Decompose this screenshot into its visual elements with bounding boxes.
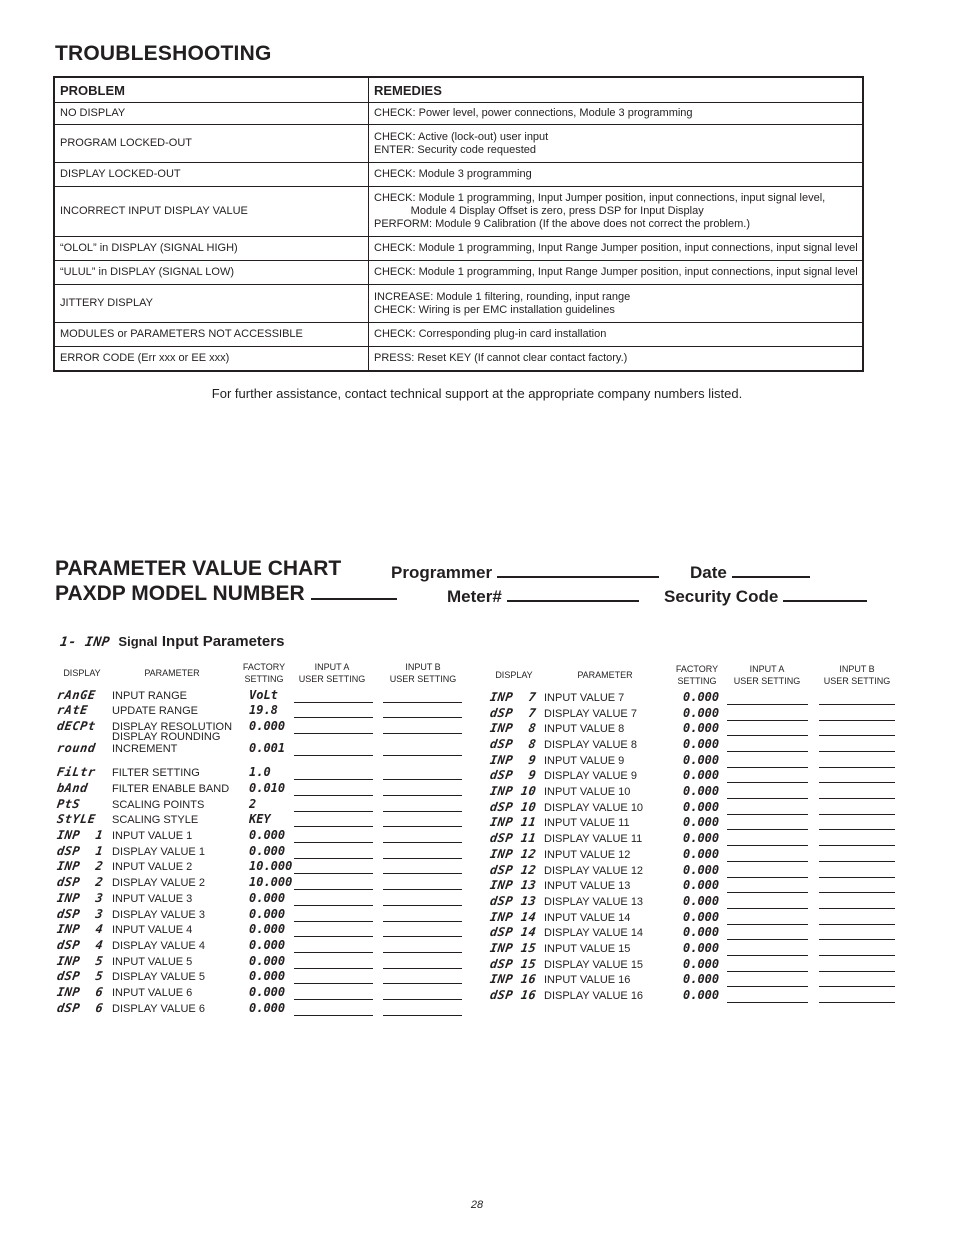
display-code: bAnd	[56, 781, 89, 795]
parameter-name-line2: INCREMENT	[112, 743, 178, 755]
remedies-cell	[369, 261, 864, 285]
input-a-user-setting[interactable]	[727, 766, 808, 768]
parameter-name: DISPLAY VALUE 15	[544, 959, 644, 971]
parameter-name: DISPLAY VALUE 12	[544, 865, 644, 877]
input-b-user-setting[interactable]	[819, 970, 895, 972]
display-code: dECPt	[56, 719, 97, 733]
parameter-name: DISPLAY ROUNDING	[112, 731, 221, 743]
input-a-user-setting[interactable]	[727, 907, 808, 909]
input-a-user-setting[interactable]	[294, 732, 373, 734]
input-b-user-setting[interactable]	[819, 813, 895, 815]
problem-cell: ERROR CODE (Err xxx or EE xxx)	[54, 347, 369, 371]
input-b-user-setting[interactable]	[383, 967, 462, 969]
input-a-user-setting[interactable]	[727, 891, 808, 893]
input-b-user-setting[interactable]	[383, 810, 462, 812]
parameter-name: DISPLAY VALUE 11	[544, 833, 643, 845]
display-code: dSP 2	[56, 875, 105, 889]
factory-setting: 0.000	[683, 737, 720, 751]
input-b-user-setting[interactable]	[383, 888, 462, 890]
factory-setting: 0.000	[249, 828, 286, 842]
input-b-user-setting[interactable]	[383, 701, 462, 703]
factory-setting: 0.000	[683, 800, 720, 814]
input-a-user-setting[interactable]	[294, 701, 373, 703]
parameter-name: INPUT VALUE 1	[112, 830, 193, 842]
input-a-user-setting[interactable]	[727, 970, 808, 972]
display-code: dSP 14	[489, 925, 538, 939]
input-a-user-setting[interactable]	[727, 828, 808, 830]
input-b-user-setting[interactable]	[819, 750, 895, 752]
display-code: INP 7	[489, 690, 538, 704]
factory-setting: 0.000	[683, 941, 720, 955]
remedy-line: PERFORM: Module 9 Calibration (If the above does not correct the problem.)	[374, 218, 751, 230]
remedy-line: INCREASE: Module 1 filtering, rounding, input range	[374, 290, 631, 303]
table-row	[54, 187, 863, 237]
remedy-line: PRESS: Reset KEY (If cannot clear contact factory.)	[374, 351, 628, 364]
display-code: dSP 16	[489, 988, 538, 1002]
parameter-name: DISPLAY VALUE 13	[544, 896, 644, 908]
input-b-user-setting[interactable]	[383, 732, 462, 734]
parameter-name: INPUT VALUE 14	[544, 912, 631, 924]
factory-setting: 0.000	[683, 784, 720, 798]
input-b-user-setting[interactable]	[819, 766, 895, 768]
column-header-problem: PROBLEM	[54, 77, 369, 103]
display-code: INP 15	[489, 941, 538, 955]
display-code: dSP 8	[489, 737, 538, 751]
display-code: INP 4	[56, 922, 105, 936]
factory-setting: VoLt	[249, 688, 278, 702]
problem-cell: “OLOL” in DISPLAY (SIGNAL HIGH)	[54, 237, 369, 261]
parameter-name: DISPLAY VALUE 7	[544, 708, 637, 720]
display-code: INP 11	[489, 815, 538, 829]
input-b-user-setting[interactable]	[383, 716, 462, 718]
remedies-cell	[369, 347, 864, 371]
input-a-user-setting[interactable]	[727, 813, 808, 815]
model-number-field[interactable]	[55, 582, 397, 606]
display-code: dSP 3	[56, 907, 105, 921]
input-b-user-setting[interactable]	[383, 841, 462, 843]
input-a-user-setting[interactable]	[727, 797, 808, 799]
input-a-user-setting[interactable]	[294, 904, 373, 906]
input-a-user-setting[interactable]	[727, 860, 808, 862]
display-code: INP 3	[56, 891, 105, 905]
remedy-line: CHECK: Module 3 programming	[374, 168, 532, 180]
display-code: dSP 12	[489, 863, 538, 877]
factory-setting: 0.000	[683, 768, 720, 782]
section-title	[60, 633, 284, 651]
input-b-user-setting[interactable]	[383, 778, 462, 780]
display-code: INP 12	[489, 847, 538, 861]
page-number: 28	[470, 1199, 484, 1211]
remedies-cell	[369, 285, 864, 323]
remedies-cell	[369, 163, 864, 187]
factory-setting: 0.000	[683, 972, 720, 986]
input-b-user-setting[interactable]	[383, 920, 462, 922]
input-b-user-setting[interactable]	[819, 781, 895, 783]
factory-setting: 0.000	[249, 719, 286, 733]
display-code: INP 6	[56, 985, 105, 999]
parameter-chart-title: PARAMETER VALUE CHART	[55, 557, 342, 580]
input-a-user-setting[interactable]	[294, 935, 373, 937]
parameter-name: DISPLAY VALUE 6	[112, 1003, 205, 1015]
input-b-user-setting[interactable]	[819, 985, 895, 987]
factory-setting: 0.000	[683, 957, 720, 971]
input-a-user-setting[interactable]	[294, 951, 373, 953]
factory-setting: 0.000	[249, 938, 286, 952]
input-a-user-setting[interactable]	[294, 841, 373, 843]
table-row	[54, 323, 863, 347]
factory-setting: 0.000	[683, 910, 720, 924]
programmer-label: Programmer	[391, 563, 493, 582]
display-code: round	[56, 741, 97, 755]
display-code: FiLtr	[56, 765, 97, 779]
parameter-name: DISPLAY RESOLUTION	[112, 721, 233, 733]
display-code: rAnGE	[56, 688, 97, 702]
date-field[interactable]	[690, 562, 810, 583]
parameter-name: INPUT VALUE 5	[112, 956, 193, 968]
input-a-user-setting[interactable]	[294, 1014, 373, 1016]
parameter-name: INPUT VALUE 3	[112, 893, 193, 905]
left-header-input-a: INPUT A USER SETTING	[298, 662, 366, 684]
parameter-name: FILTER SETTING	[112, 767, 200, 779]
input-b-user-setting[interactable]	[819, 734, 895, 736]
display-code: INP 16	[489, 972, 538, 986]
date-label: Date	[690, 563, 727, 582]
input-b-user-setting[interactable]	[383, 998, 462, 1000]
factory-setting: 0.000	[683, 847, 720, 861]
display-code: dSP 4	[56, 938, 105, 952]
parameter-name: INPUT VALUE 4	[112, 924, 193, 936]
factory-setting: 0.001	[249, 741, 286, 755]
left-header-parameter: PARAMETER	[144, 668, 200, 678]
problem-cell: PROGRAM LOCKED-OUT	[54, 125, 369, 163]
display-code: dSP 1	[56, 844, 105, 858]
input-a-user-setting[interactable]	[294, 872, 373, 874]
left-header-factory: FACTORY SETTING	[242, 662, 286, 684]
factory-setting: 0.000	[683, 721, 720, 735]
remedy-line: CHECK: Power level, power connections, Module 3 programming	[374, 107, 693, 119]
remedy-line: CHECK: Module 1 programming, Input Range Jumper position, input connections, input signal level	[374, 266, 858, 278]
parameter-name: DISPLAY VALUE 3	[112, 909, 205, 921]
column-header-remedies: REMEDIES	[369, 77, 864, 103]
remedy-line: CHECK: Active (lock-out) user input	[374, 130, 549, 143]
remedy-line: CHECK: Module 1 programming, Input Jumper position, input connections, input signal level,	[374, 192, 826, 204]
input-b-user-setting[interactable]	[383, 1014, 462, 1016]
table-row	[54, 261, 863, 285]
input-a-user-setting[interactable]	[294, 778, 373, 780]
input-a-user-setting[interactable]	[294, 794, 373, 796]
display-code: PtS	[56, 797, 82, 811]
input-a-user-setting[interactable]	[294, 810, 373, 812]
remedies-cell	[369, 103, 864, 125]
parameter-name: SCALING STYLE	[112, 814, 199, 826]
input-a-user-setting[interactable]	[294, 754, 373, 756]
parameter-name: INPUT VALUE 2	[112, 861, 193, 873]
input-b-user-setting[interactable]	[383, 904, 462, 906]
factory-setting: 0.000	[249, 844, 286, 858]
input-b-user-setting[interactable]	[819, 938, 895, 940]
parameter-name: INPUT VALUE 6	[112, 987, 193, 999]
input-b-user-setting[interactable]	[383, 825, 462, 827]
parameter-name: INPUT VALUE 16	[544, 974, 631, 986]
parameter-name: UPDATE RANGE	[112, 705, 198, 717]
factory-setting: 0.000	[249, 907, 286, 921]
input-a-user-setting[interactable]	[727, 703, 808, 705]
table-header-row	[54, 77, 863, 103]
input-a-user-setting[interactable]	[727, 734, 808, 736]
input-a-user-setting[interactable]	[727, 954, 808, 956]
parameter-name: INPUT VALUE 12	[544, 849, 631, 861]
input-a-user-setting[interactable]	[727, 985, 808, 987]
factory-setting: 0.000	[683, 831, 720, 845]
parameter-name: DISPLAY VALUE 2	[112, 877, 205, 889]
input-b-user-setting[interactable]	[819, 954, 895, 956]
input-b-user-setting[interactable]	[383, 935, 462, 937]
table-row	[54, 237, 863, 261]
display-code: INP 14	[489, 910, 538, 924]
problem-cell: NO DISPLAY	[54, 103, 369, 125]
factory-setting: 0.000	[683, 753, 720, 767]
model-number-label: PAXDP MODEL NUMBER	[55, 582, 305, 605]
table-row	[54, 163, 863, 187]
left-header-input-b: INPUT B USER SETTING	[389, 662, 457, 684]
parameter-name: INPUT VALUE 8	[544, 723, 625, 735]
input-a-user-setting[interactable]	[727, 719, 808, 721]
remedy-line: Module 4 Display Offset is zero, press DSP for Input Display	[374, 205, 704, 217]
troubleshooting-table	[53, 76, 864, 372]
table-row	[54, 103, 863, 125]
meter-field[interactable]	[447, 586, 639, 607]
problem-cell: DISPLAY LOCKED-OUT	[54, 163, 369, 187]
table-row	[54, 285, 863, 323]
input-b-user-setting[interactable]	[819, 1001, 895, 1003]
input-b-user-setting[interactable]	[383, 951, 462, 953]
input-b-user-setting[interactable]	[819, 876, 895, 878]
display-code: INP 9	[489, 753, 538, 767]
input-a-user-setting[interactable]	[294, 857, 373, 859]
input-a-user-setting[interactable]	[727, 923, 808, 925]
input-b-user-setting[interactable]	[383, 872, 462, 874]
factory-setting: 0.000	[683, 863, 720, 877]
parameter-name: DISPLAY VALUE 9	[544, 770, 637, 782]
factory-setting: 10.000	[249, 875, 293, 889]
input-a-user-setting[interactable]	[294, 982, 373, 984]
programmer-field[interactable]	[391, 562, 659, 583]
factory-setting: 0.000	[249, 891, 286, 905]
input-b-user-setting[interactable]	[819, 703, 895, 705]
parameter-name: DISPLAY VALUE 1	[112, 846, 205, 858]
display-code: dSP 7	[489, 706, 538, 720]
input-a-user-setting[interactable]	[294, 967, 373, 969]
remedy-line: CHECK: Wiring is per EMC installation guidelines	[374, 303, 615, 316]
factory-setting: 0.000	[683, 690, 720, 704]
parameter-name: INPUT VALUE 9	[544, 755, 625, 767]
display-code: INP 8	[489, 721, 538, 735]
display-code: dSP 13	[489, 894, 538, 908]
parameter-name: DISPLAY VALUE 14	[544, 927, 644, 939]
display-code: dSP 15	[489, 957, 538, 971]
table-row	[54, 347, 863, 371]
parameter-name: DISPLAY VALUE 5	[112, 971, 205, 983]
factory-setting: 0.000	[249, 922, 286, 936]
problem-cell: JITTERY DISPLAY	[54, 285, 369, 323]
parameter-name: DISPLAY VALUE 10	[544, 802, 644, 814]
problem-cell: “ULUL” in DISPLAY (SIGNAL LOW)	[54, 261, 369, 285]
parameter-name: INPUT VALUE 13	[544, 880, 631, 892]
factory-setting: 19.8	[249, 703, 278, 717]
factory-setting: 2	[249, 797, 257, 811]
parameter-name: DISPLAY VALUE 8	[544, 739, 637, 751]
input-b-user-setting[interactable]	[819, 719, 895, 721]
left-header-display: DISPLAY	[63, 668, 101, 678]
display-code: dSP 5	[56, 969, 105, 983]
parameter-name: INPUT VALUE 15	[544, 943, 631, 955]
table-row	[54, 125, 863, 163]
input-b-user-setting[interactable]	[819, 828, 895, 830]
input-b-user-setting[interactable]	[819, 923, 895, 925]
factory-setting: 0.000	[249, 1001, 286, 1015]
input-b-user-setting[interactable]	[819, 891, 895, 893]
support-note: For further assistance, contact technical support at the appropriate company numbers listed.	[211, 386, 743, 401]
parameter-name: SCALING POINTS	[112, 799, 205, 811]
right-header-display: DISPLAY	[495, 670, 533, 680]
input-a-user-setting[interactable]	[294, 888, 373, 890]
parameter-name: FILTER ENABLE BAND	[112, 783, 230, 795]
display-code: INP 1	[56, 828, 105, 842]
input-b-user-setting[interactable]	[819, 844, 895, 846]
remedies-cell	[369, 187, 864, 237]
input-a-user-setting[interactable]	[294, 920, 373, 922]
input-a-user-setting[interactable]	[727, 876, 808, 878]
input-b-user-setting[interactable]	[383, 754, 462, 756]
factory-setting: 0.000	[249, 985, 286, 999]
factory-setting: 0.000	[683, 988, 720, 1002]
input-a-user-setting[interactable]	[727, 938, 808, 940]
remedy-line: CHECK: Module 1 programming, Input Range Jumper position, input connections, input signal level	[374, 242, 858, 254]
display-code: INP 2	[56, 859, 105, 873]
input-b-user-setting[interactable]	[819, 907, 895, 909]
factory-setting: 0.000	[683, 878, 720, 892]
remedy-line: CHECK: Corresponding plug-in card installation	[374, 328, 607, 340]
factory-setting: 0.000	[683, 815, 720, 829]
display-code: rAtE	[56, 703, 89, 717]
right-header-factory: FACTORY SETTING	[675, 664, 719, 686]
right-header-input-a: INPUT A USER SETTING	[733, 664, 801, 686]
input-a-user-setting[interactable]	[294, 716, 373, 718]
input-a-user-setting[interactable]	[727, 750, 808, 752]
factory-setting: 0.000	[683, 894, 720, 908]
parameter-name: INPUT VALUE 10	[544, 786, 631, 798]
factory-setting: 0.000	[249, 954, 286, 968]
factory-setting: 0.000	[683, 925, 720, 939]
right-header-parameter: PARAMETER	[577, 670, 633, 680]
problem-cell: INCORRECT INPUT DISPLAY VALUE	[54, 187, 369, 237]
parameter-name: INPUT RANGE	[112, 690, 187, 702]
display-code: INP 10	[489, 784, 538, 798]
meter-label: Meter#	[447, 587, 502, 606]
input-a-user-setting[interactable]	[294, 825, 373, 827]
parameter-name: DISPLAY VALUE 4	[112, 940, 205, 952]
display-code: INP 5	[56, 954, 105, 968]
display-code: dSP 10	[489, 800, 538, 814]
display-code: INP 13	[489, 878, 538, 892]
factory-setting: 0.000	[249, 969, 286, 983]
security-code-label: Security Code	[664, 587, 779, 606]
input-a-user-setting[interactable]	[294, 998, 373, 1000]
factory-setting: KEY	[249, 812, 271, 826]
section-code: 1- INP	[58, 635, 112, 650]
display-code: StYLE	[56, 812, 97, 826]
section-title-text: Input Parameters	[161, 633, 285, 650]
factory-setting: 0.000	[683, 706, 720, 720]
input-b-user-setting[interactable]	[819, 860, 895, 862]
display-code: dSP 6	[56, 1001, 105, 1015]
remedies-cell	[369, 323, 864, 347]
factory-setting: 1.0	[249, 765, 271, 779]
parameter-name: INPUT VALUE 7	[544, 692, 625, 704]
input-b-user-setting[interactable]	[383, 857, 462, 859]
input-a-user-setting[interactable]	[727, 1001, 808, 1003]
remedy-line: ENTER: Security code requested	[374, 143, 537, 156]
display-code: dSP 11	[489, 831, 538, 845]
remedies-cell	[369, 125, 864, 163]
factory-setting: 0.010	[249, 781, 286, 795]
input-b-user-setting[interactable]	[383, 982, 462, 984]
troubleshooting-heading: TROUBLESHOOTING	[55, 42, 272, 65]
parameter-name: DISPLAY VALUE 16	[544, 990, 644, 1002]
parameter-name: INPUT VALUE 11	[544, 817, 630, 829]
input-b-user-setting[interactable]	[819, 797, 895, 799]
input-a-user-setting[interactable]	[727, 781, 808, 783]
problem-cell: MODULES or PARAMETERS NOT ACCESSIBLE	[54, 323, 369, 347]
remedies-cell	[369, 237, 864, 261]
display-code: dSP 9	[489, 768, 538, 782]
right-header-input-b: INPUT B USER SETTING	[823, 664, 891, 686]
input-a-user-setting[interactable]	[727, 844, 808, 846]
section-signal-label: Signal	[118, 634, 158, 649]
input-b-user-setting[interactable]	[383, 794, 462, 796]
factory-setting: 10.000	[249, 859, 293, 873]
security-code-field[interactable]	[664, 586, 867, 607]
